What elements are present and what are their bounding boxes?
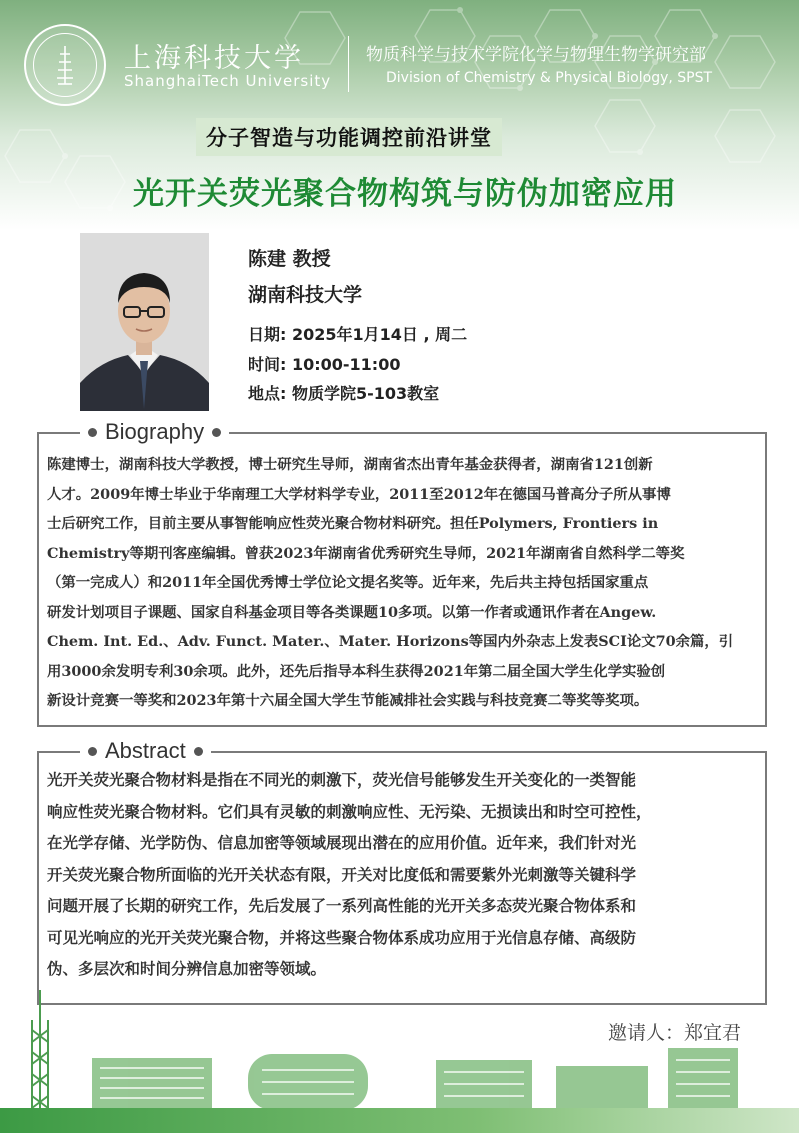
- abstract-line: 伪、多层次和时间分辨信息加密等领域。: [47, 960, 327, 978]
- talk-title: 光开关荧光聚合物构筑与防伪加密应用: [133, 176, 677, 212]
- abstract-line: 光开关荧光聚合物材料是指在不同光的刺激下，荧光信号能够发生开关变化的一类智能: [47, 771, 637, 789]
- inviter: 邀请人：郑宜君: [608, 1022, 742, 1044]
- speaker-photo: [80, 233, 209, 411]
- department-name-cn: 物质科学与技术学院化学与物理生物学研究部: [366, 45, 706, 65]
- abstract-heading-text: Abstract: [105, 738, 186, 763]
- abstract-line: 在光学存储、光学防伪、信息加密等领域展现出潜在的应用价值。近年来，我们针对光: [47, 834, 637, 852]
- bullet-dot-icon: [88, 428, 97, 437]
- campus-skyline-illustration: [0, 960, 799, 1120]
- biography-line: Chemistry等期刊客座编辑。曾获2023年湖南省优秀研究生导师，2021年湖南省自然科学二等奖: [47, 544, 685, 562]
- biography-line: 用3000余发明专利30余项。此外，还先后指导本科生获得2021年第二届全国大学生化学实验创: [47, 662, 666, 680]
- biography-heading: [80, 419, 229, 445]
- event-date: 日期: 2025年1月14日 , 周二: [248, 325, 468, 344]
- event-location: 地点: 物质学院5-103教室: [248, 384, 440, 403]
- biography-line: Chem. Int. Ed.、Adv. Funct. Mater.、Mater. Horizons等国内外杂志上发表SCI论文70余篇，引: [47, 633, 734, 650]
- biography-line: 陈建博士，湖南科技大学教授，博士研究生导师，湖南省杰出青年基金获得者，湖南省121创新: [47, 456, 653, 473]
- biography-line: （第一完成人）和2011年全国优秀博士学位论文提名奖等。近年来，先后共主持包括国家重点: [47, 574, 649, 591]
- biography-line: 人才。2009年博士毕业于华南理工大学材料学专业，2011至2012年在德国马普高分子所从事博: [47, 485, 671, 503]
- bullet-dot-icon: [88, 747, 97, 756]
- speaker-portrait: [80, 233, 209, 411]
- bullet-dot-icon: [194, 747, 203, 756]
- abstract-heading: [80, 738, 211, 764]
- event-time: 时间: 10:00-11:00: [248, 355, 401, 374]
- biography-text: [47, 450, 759, 716]
- abstract-line: 可见光响应的光开关荧光聚合物，并将这些聚合物体系成功应用于光信息存储、高级防: [47, 928, 637, 947]
- department-name-en: Division of Chemistry & Physical Biology, SPST: [386, 70, 713, 86]
- seal-inner-ring: [33, 33, 97, 97]
- abstract-line: 开关荧光聚合物所面临的光开关状态有限，开关对比度低和需要紫外光刺激等关键科学: [47, 865, 637, 884]
- abstract-text: [47, 765, 759, 986]
- biography-line: 研发计划项目子课题、国家自科基金项目等各类课题10多项。以第一作者或通讯作者在Angew.: [47, 603, 657, 621]
- header-divider: [348, 36, 349, 92]
- biography-heading-text: Biography: [105, 419, 205, 444]
- abstract-line: 响应性荧光聚合物材料。它们具有灵敏的刺激响应性、无污染、无损读出和时空可控性，: [47, 802, 652, 821]
- biography-line: 士后研究工作，目前主要从事智能响应性荧光聚合物材料研究。担任Polymers, Frontiers in: [47, 515, 659, 532]
- university-name-cn: 上海科技大学: [124, 43, 304, 74]
- abstract-line: 问题开展了长期的研究工作，先后发展了一系列高性能的光开关多态荧光聚合物体系和: [47, 897, 637, 915]
- university-name-en: ShanghaiTech University: [124, 72, 332, 90]
- university-seal-logo: [24, 24, 106, 106]
- biography-line: 新设计竞赛一等奖和2023年第十六届全国大学生节能减排社会实践与科技竞赛二等奖等奖项。: [47, 692, 649, 709]
- bullet-dot-icon: [212, 428, 221, 437]
- lecture-series-title: 分子智造与功能调控前沿讲堂: [196, 118, 502, 156]
- footer-bar: [0, 1108, 799, 1133]
- speaker-name: 陈建 教授: [248, 248, 331, 270]
- speaker-affiliation: 湖南科技大学: [248, 284, 363, 306]
- tower-icon: [50, 44, 80, 86]
